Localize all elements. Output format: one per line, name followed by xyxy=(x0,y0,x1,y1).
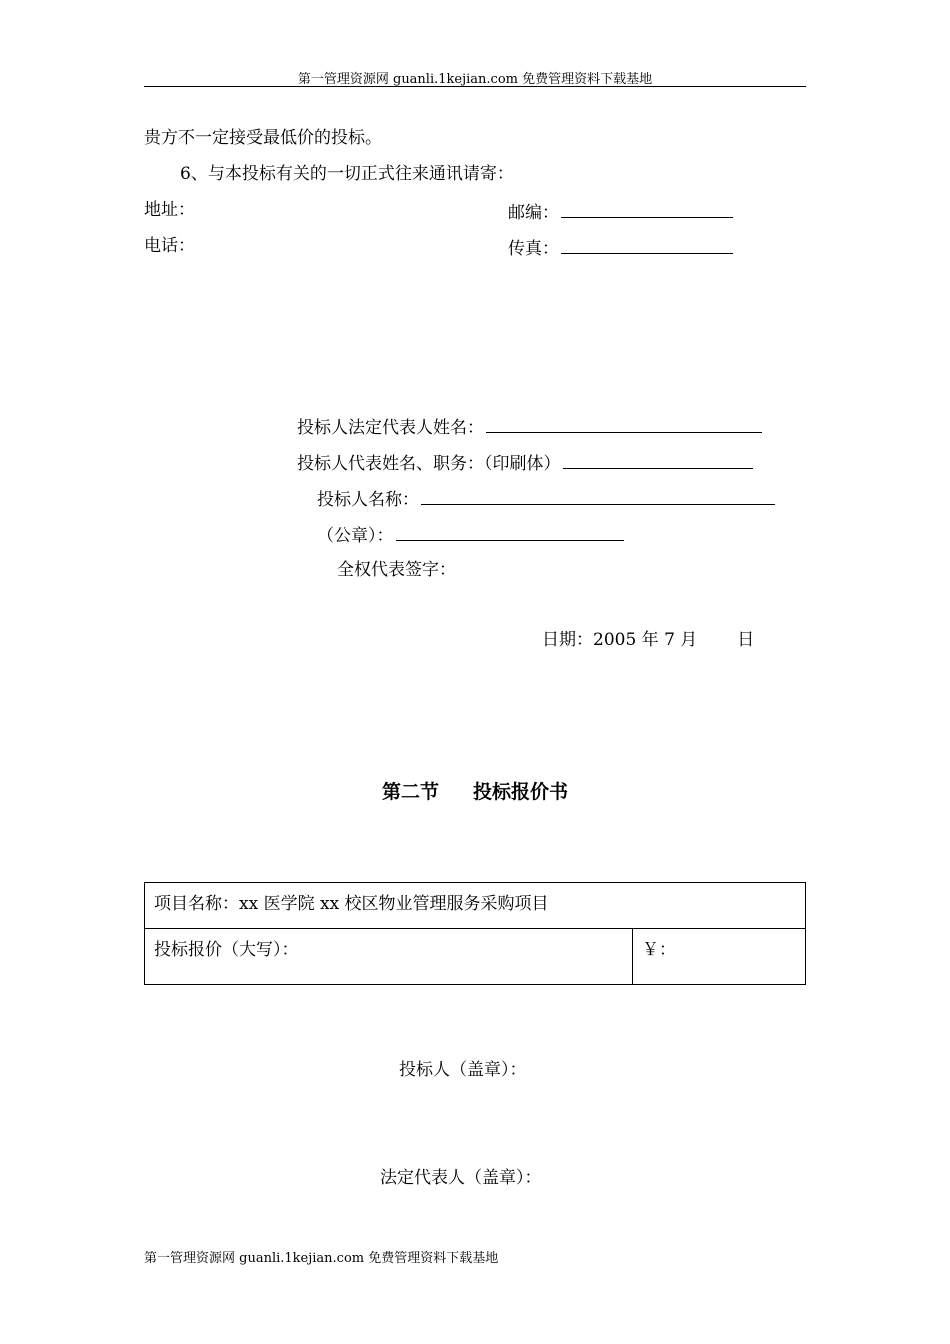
page-header: 第一管理资源网 guanli.1kejian.com 免费管理资料下载基地 xyxy=(297,72,653,87)
fax-label: 传真： xyxy=(508,239,559,259)
address-label: 地址： xyxy=(144,200,195,220)
project-name-cell: 项目名称：xx 医学院 xx 校区物业管理服务采购项目 xyxy=(145,883,806,929)
date-day-suffix: 日 xyxy=(737,630,755,650)
body-line-correspondence: 6、与本投标有关的一切正式往来通讯请寄： xyxy=(180,164,514,184)
postcode-field[interactable] xyxy=(508,200,733,223)
price-in-words-cell[interactable]: 投标报价（大写）： xyxy=(145,929,633,985)
price-in-figures-cell[interactable]: ￥： xyxy=(633,929,806,985)
bidder-name-field[interactable] xyxy=(317,487,775,510)
official-seal-field[interactable] xyxy=(317,523,624,546)
body-line-lowest-price: 贵方不一定接受最低价的投标。 xyxy=(144,128,382,148)
section-number: 第二节 xyxy=(381,781,439,803)
rep-name-title-blank[interactable] xyxy=(563,451,753,469)
header-rule xyxy=(144,86,806,87)
postcode-label: 邮编： xyxy=(508,203,559,223)
phone-label: 电话： xyxy=(144,236,195,256)
official-seal-label: （公章）： xyxy=(317,526,394,546)
bidder-name-label: 投标人名称： xyxy=(317,490,419,510)
authorized-signature-label: 全权代表签字： xyxy=(337,560,456,580)
section-title xyxy=(0,777,950,804)
rep-name-title-field[interactable] xyxy=(297,451,753,474)
legal-rep-name-field[interactable] xyxy=(297,415,762,438)
rep-name-title-label: 投标人代表姓名、职务：（印刷体） xyxy=(297,454,561,474)
legal-rep-seal-label: 法定代表人（盖章）： xyxy=(380,1168,542,1188)
date-prefix: 日期：2005 年 7 月 xyxy=(542,630,698,650)
bidder-name-blank[interactable] xyxy=(421,487,775,505)
page-footer: 第一管理资源网 guanli.1kejian.com 免费管理资料下载基地 xyxy=(144,1251,499,1266)
fax-blank[interactable] xyxy=(561,236,733,254)
postcode-blank[interactable] xyxy=(561,200,733,218)
legal-rep-name-blank[interactable] xyxy=(486,415,762,433)
date-line xyxy=(542,630,754,650)
official-seal-blank[interactable] xyxy=(396,523,624,541)
bid-quote-table xyxy=(144,882,806,985)
fax-field[interactable] xyxy=(508,236,733,259)
legal-rep-name-label: 投标人法定代表人姓名： xyxy=(297,418,484,438)
section-name: 投标报价书 xyxy=(473,781,569,803)
bidder-seal-label: 投标人（盖章）： xyxy=(399,1060,527,1080)
